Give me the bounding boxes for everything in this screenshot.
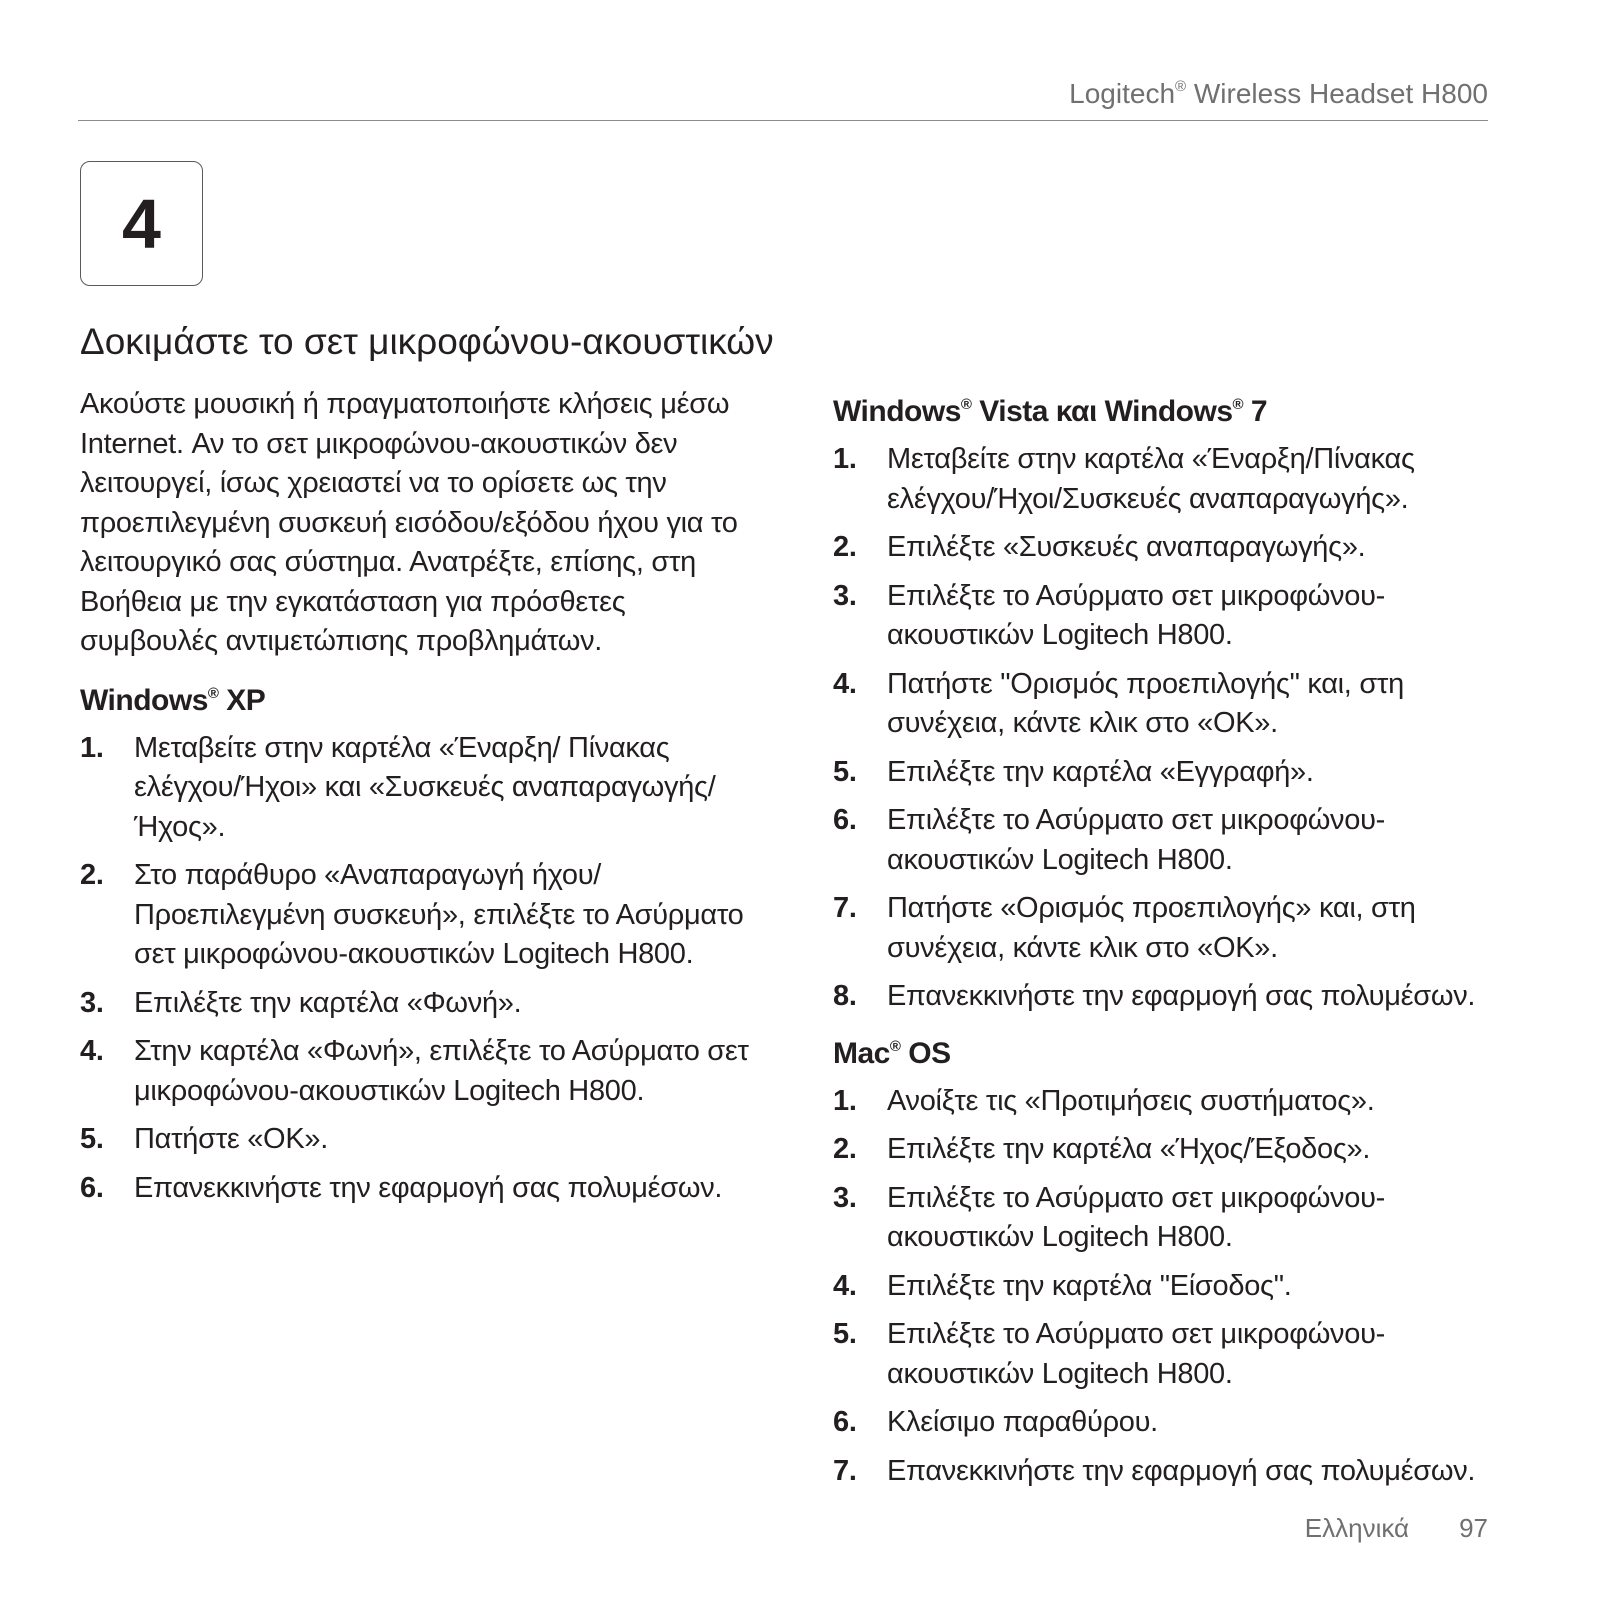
step-num: 8. [833,980,857,1012]
step-text: Επανεκκινήστε την εφαρμογή σας πολυμέσων. [887,980,1476,1012]
list-item [80,984,770,1024]
list-item [833,1452,1523,1492]
step-text: Επιλέξτε το Ασύρματο σετ μικροφώνου-ακουστικών Logitech H800. [887,1318,1385,1390]
windows-xp-heading [80,674,770,721]
list-item [80,856,770,975]
registered-mark: ® [960,396,972,413]
step-num: 4. [80,1035,104,1067]
windows-xp-heading-part: XP [218,683,266,717]
step-text: Επιλέξτε την καρτέλα «Ήχος/Έξοδος». [887,1133,1371,1165]
list-item [80,1169,770,1209]
intro-paragraph: Ακούστε μουσική ή πραγματοποιήστε κλήσεις μέσω Internet. Αν το σετ μικροφώνου-ακουστικών δεν λειτουργεί, ίσως χρειαστεί να το ορίσετε ως την προεπιλεγμένη συσκευή εισόδου/εξόδου ήχου για το λειτουργικό σας σύστημα. Ανατρέξτε, επίσης, στη Βοήθεια με την εγκατάσταση για πρόσθετες συμβουλές αντιμετώπισης προβλημάτων. [80,388,738,657]
vista-heading-part: Vista και Windows [971,395,1233,428]
windows-xp-heading-part: Windows [80,683,208,717]
page-footer [1305,1513,1488,1544]
list-item [833,577,1523,656]
vista-heading-part: Windows [833,395,961,428]
step-text: Επανεκκινήστε την εφαρμογή σας πολυμέσων. [134,1171,723,1204]
section-title: Δοκιμάστε το σετ μικροφώνου-ακουστικών [80,321,774,362]
list-item [833,1179,1523,1258]
step-text: Πατήστε «OK». [134,1123,328,1155]
step-text: Μεταβείτε στην καρτέλα «Έναρξη/ Πίνακας ελέγχου/Ήχοι» και «Συσκευές αναπαραγωγής/Ήχος». [134,731,716,843]
step-text: Πατήστε "Ορισμός προεπιλογής" και, στη συνέχεια, κάντε κλικ στο «OK». [887,667,1404,739]
right-column [833,385,1523,1501]
header-registered-mark: ® [1175,78,1187,95]
registered-mark: ® [1232,396,1244,413]
step-text: Επιλέξτε την καρτέλα "Είσοδος". [887,1269,1292,1302]
header-brand: Logitech [1069,78,1176,109]
step-text: Επιλέξτε την καρτέλα «Εγγραφή». [887,755,1314,788]
list-item [80,1120,770,1160]
step-num: 2. [833,1133,857,1165]
step-text: Επιλέξτε την καρτέλα «Φωνή». [134,986,522,1019]
mac-heading-part: Mac [833,1036,890,1070]
left-column [80,385,770,1218]
step-num: 3. [833,579,857,612]
list-item [833,440,1523,519]
step-number: 4 [122,184,161,263]
page-number: 97 [1459,1513,1488,1543]
step-text: Επιλέξτε το Ασύρματο σετ μικροφώνου-ακουστικών Logitech H800. [887,579,1385,651]
registered-mark: ® [889,1037,901,1055]
list-item [833,1130,1523,1170]
list-item [80,729,770,848]
header-product: Wireless Headset H800 [1186,78,1488,109]
step-number-box [80,161,203,286]
list-item [833,1082,1523,1122]
mac-os-steps [833,1082,1523,1492]
step-num: 6. [833,1406,857,1438]
step-num: 7. [833,892,857,924]
step-num: 3. [80,986,104,1019]
step-num: 5. [80,1123,104,1155]
list-item [833,1315,1523,1394]
windows-vista-7-heading [833,385,1523,432]
list-item [833,753,1523,793]
step-num: 1. [80,731,104,764]
header-rule [78,120,1488,121]
step-text: Στην καρτέλα «Φωνή», επιλέξτε το Ασύρματο σετ μικροφώνου-ακουστικών Logitech H800. [134,1035,749,1107]
footer-language: Ελληνικά [1304,1513,1410,1543]
step-text: Επιλέξτε το Ασύρματο σετ μικροφώνου-ακουστικών Logitech H800. [887,1181,1385,1253]
list-item [833,665,1523,744]
step-num: 3. [833,1181,857,1214]
step-num: 5. [833,1318,857,1350]
step-text: Πατήστε «Ορισμός προεπιλογής» και, στη συνέχεια, κάντε κλικ στο «OK». [887,892,1416,964]
vista-heading-part: 7 [1243,395,1268,428]
mac-heading-part: OS [900,1036,951,1070]
list-item [833,528,1523,568]
step-num: 2. [80,859,104,891]
step-num: 6. [80,1171,104,1204]
list-item [833,889,1523,968]
registered-mark: ® [207,684,219,702]
windows-xp-steps [80,729,770,1209]
running-header [1069,78,1488,110]
list-item [833,1403,1523,1443]
list-item [80,1032,770,1111]
windows-vista-7-steps [833,440,1523,1017]
step-num: 2. [833,531,857,563]
step-num: 6. [833,804,857,836]
step-num: 4. [833,1269,857,1302]
step-num: 1. [833,443,857,475]
step-text: Επιλέξτε «Συσκευές αναπαραγωγής». [887,531,1366,563]
step-text: Στο παράθυρο «Αναπαραγωγή ήχου/ Προεπιλεγμένη συσκευή», επιλέξτε το Ασύρματο σετ μικροφώνου-ακουστικών Logitech H800. [134,859,744,970]
step-text: Κλείσιμο παραθύρου. [887,1406,1158,1438]
step-text: Επανεκκινήστε την εφαρμογή σας πολυμέσων. [887,1454,1476,1487]
list-item [833,1267,1523,1307]
step-num: 5. [833,755,857,788]
list-item [833,977,1523,1017]
step-text: Μεταβείτε στην καρτέλα «Έναρξη/Πίνακας ελέγχου/Ήχοι/Συσκευές αναπαραγωγής». [887,443,1415,515]
list-item [833,801,1523,880]
step-num: 4. [833,667,857,700]
mac-os-heading [833,1027,1523,1074]
step-num: 1. [833,1084,857,1117]
step-text: Ανοίξτε τις «Προτιμήσεις συστήματος». [887,1084,1375,1117]
step-text: Επιλέξτε το Ασύρματο σετ μικροφώνου-ακουστικών Logitech H800. [887,804,1385,876]
step-num: 7. [833,1454,857,1487]
